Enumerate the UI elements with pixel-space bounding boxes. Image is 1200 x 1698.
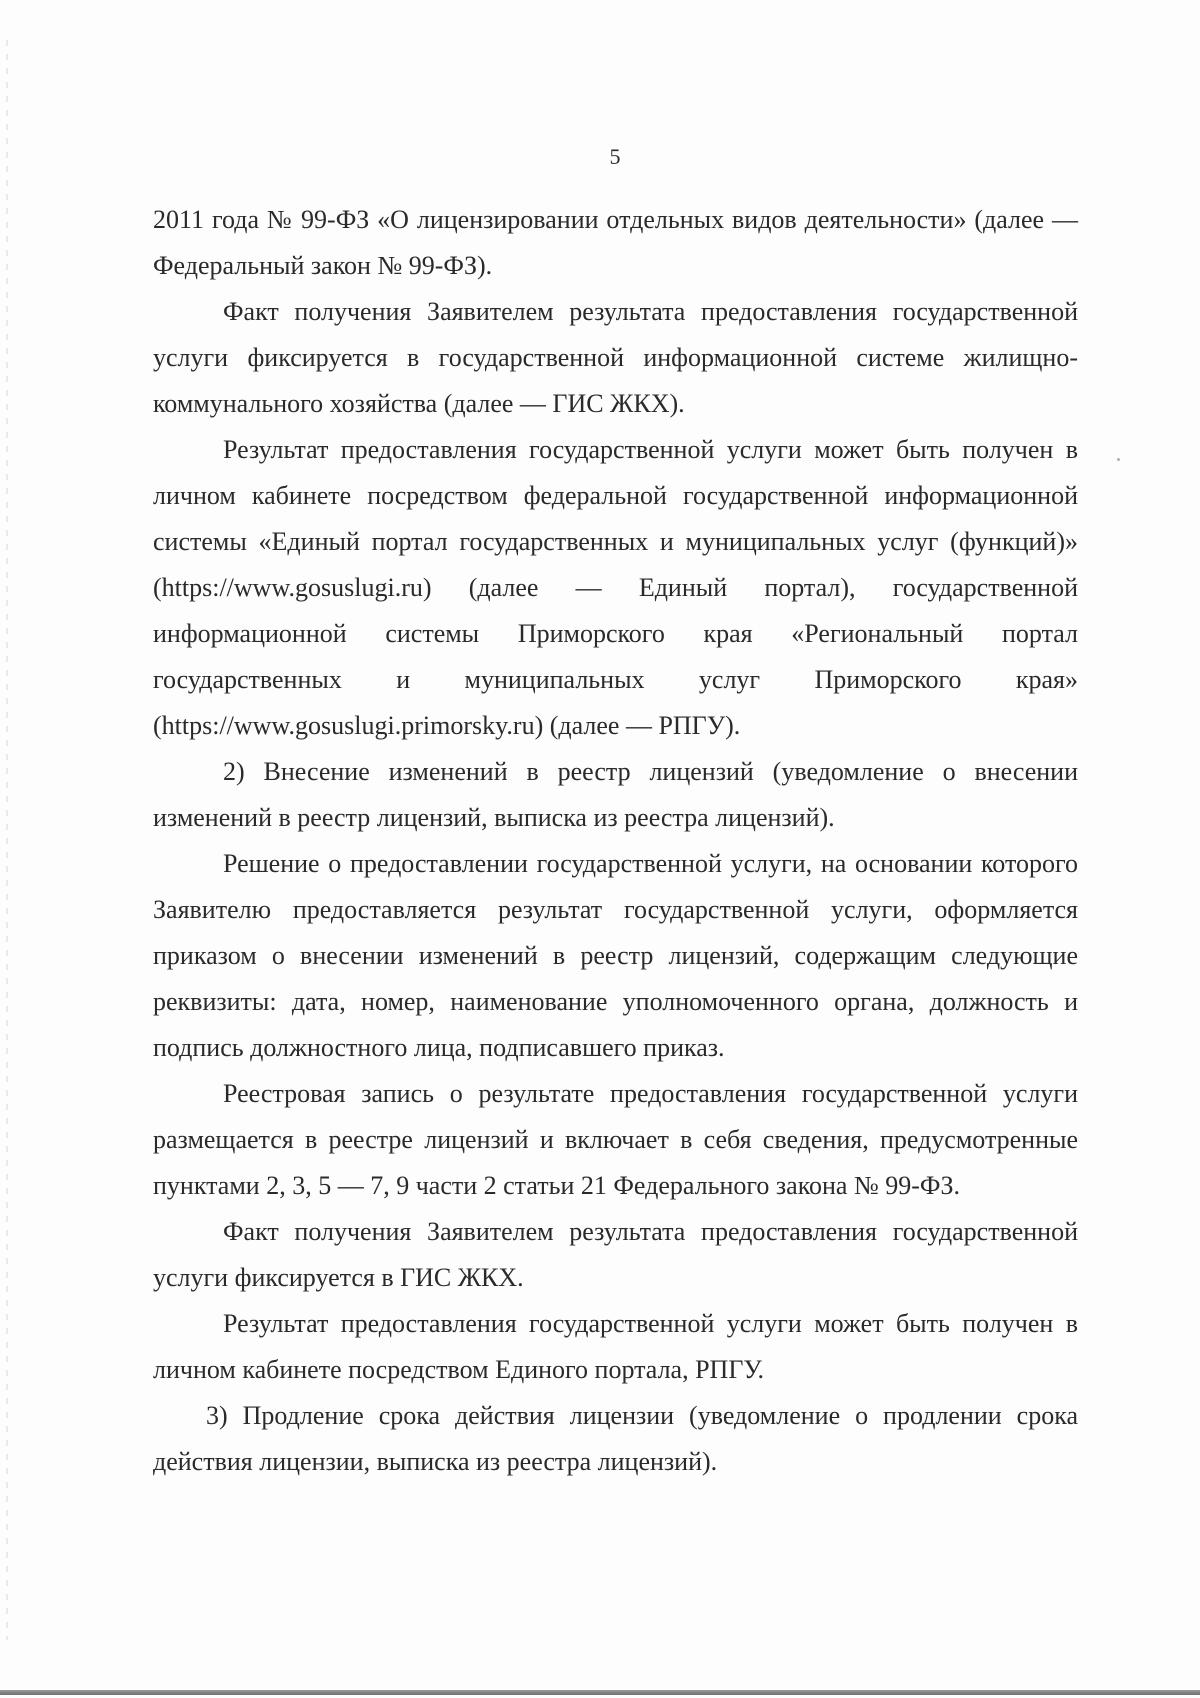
page-number: 5: [609, 144, 621, 169]
document-body: [153, 197, 1078, 1485]
scan-edge-left: [6, 40, 8, 1640]
paragraph-decision: Решение о предоставлении государственной услуги, на основании которого Заявителю предоставляется результат государственной услуги, оформляется приказом о внесении изменений в реестр лицензий, содержащим следующие реквизиты: дата, номер, наименование уполномоченного органа, должность и подпись должностного лица, подписавшего приказ.: [153, 849, 1078, 1062]
paragraph-gis-fixation: Факт получения Заявителем результата предоставления государственной услуги фиксируется в государственной информационной системе жилищно-коммунального хозяйства (далее — ГИС ЖКХ).: [153, 297, 1078, 418]
paragraph-item-2: 2) Внесение изменений в реестр лицензий (уведомление о внесении изменений в реестр лицензий, выписка из реестра лицензий).: [153, 757, 1078, 832]
paragraph-law-reference: 2011 года № 99-ФЗ «О лицензировании отдельных видов деятельности» (далее — Федеральный закон № 99-ФЗ).: [153, 205, 1078, 280]
scan-speck: [1117, 458, 1120, 461]
scan-edge-bottom: [0, 1690, 1200, 1695]
paragraph-result-portals: Результат предоставления государственной услуги может быть получен в личном кабинете посредством федеральной государственной информационной системы «Единый портал государственных и муниципальных услуг (функций)» (https://www.gosuslugi.ru) (далее — Единый портал), государственной информационной системы Приморского края «Региональный портал государственных и муниципальных услуг Приморского края» (https://www.gosuslugi.primorsky.ru) (далее — РПГУ).: [153, 435, 1078, 740]
paragraph-item-3: 3) Продление срока действия лицензии (уведомление о продлении срока действия лицензии, выписка из реестра лицензий).: [153, 1401, 1078, 1476]
paragraph-gis-fixation-2: Факт получения Заявителем результата предоставления государственной услуги фиксируется в ГИС ЖКХ.: [153, 1217, 1078, 1292]
paragraph-result-portals-2: Результат предоставления государственной услуги может быть получен в личном кабинете посредством Единого портала, РПГУ.: [153, 1309, 1078, 1384]
paragraph-registry-entry: Реестровая запись о результате предоставления государственной услуги размещается в реестре лицензий и включает в себя сведения, предусмотренные пунктами 2, 3, 5 — 7, 9 части 2 статьи 21 Федерального закона № 99-ФЗ.: [153, 1079, 1078, 1200]
